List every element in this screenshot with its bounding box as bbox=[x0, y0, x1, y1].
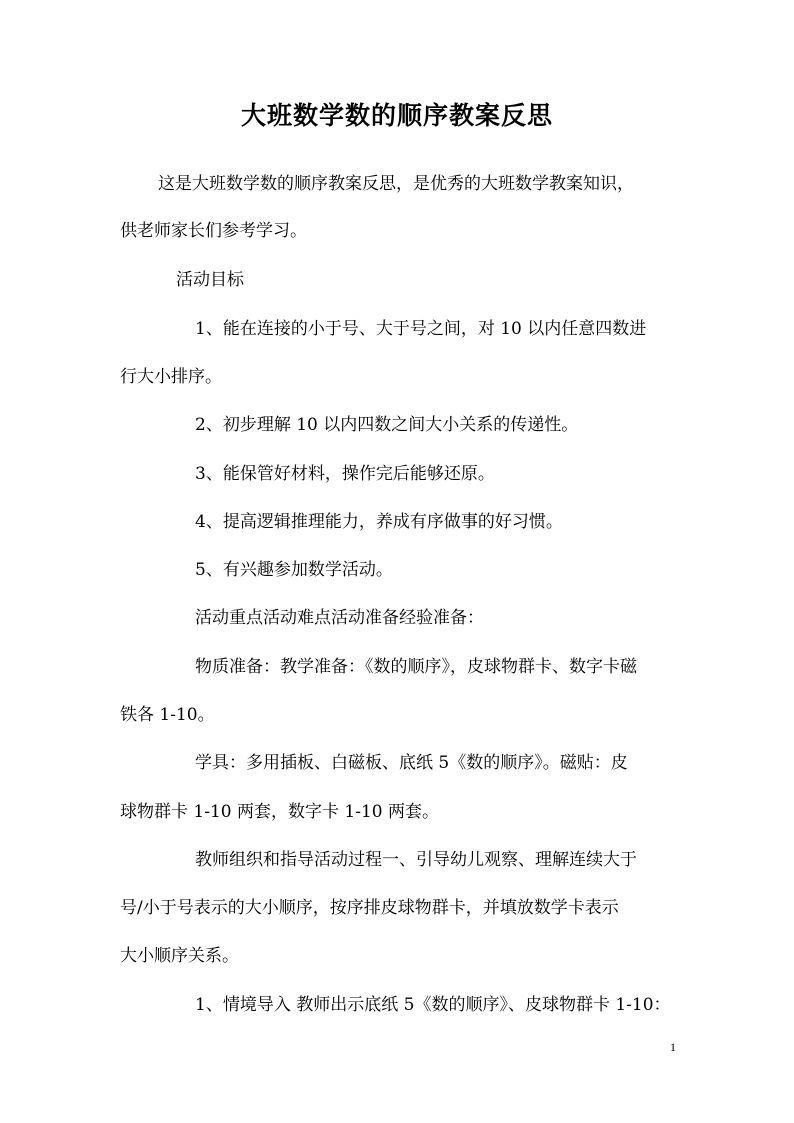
goal-5: 5、有兴趣参加数学活动。 bbox=[195, 560, 393, 580]
process-line-2: 号/小于号表示的大小顺序，按序排皮球物群卡，并填放数学卡表示 bbox=[120, 898, 619, 918]
document-title: 大班数学数的顺序教案反思 bbox=[240, 101, 553, 130]
page-number: 1 bbox=[670, 1040, 676, 1054]
goal-1-line-2: 行大小排序。 bbox=[120, 367, 222, 387]
material-prep-line-2: 铁各 1-10。 bbox=[120, 705, 215, 725]
section-heading-goals: 活动目标 bbox=[176, 270, 244, 290]
material-prep-line-1: 物质准备：教学准备：《数的顺序》，皮球物群卡、数字卡磁 bbox=[195, 657, 637, 677]
goal-1-line-1: 1、能在连接的小于号、大于号之间，对 10 以内任意四数进 bbox=[195, 319, 647, 339]
process-line-1: 教师组织和指导活动过程一、引导幼儿观察、理解连续大于 bbox=[195, 850, 637, 870]
process-line-3: 大小顺序关系。 bbox=[120, 946, 239, 966]
section-heading-preparation: 活动重点活动难点活动准备经验准备： bbox=[195, 608, 484, 628]
goal-4: 4、提高逻辑推理能力，养成有序做事的好习惯。 bbox=[195, 512, 563, 532]
goal-3: 3、能保管好材料，操作完后能够还原。 bbox=[195, 464, 495, 484]
goal-2: 2、初步理解 10 以内四数之间大小关系的传递性。 bbox=[195, 415, 579, 435]
intro-line-2: 供老师家长们参考学习。 bbox=[120, 221, 307, 241]
process-step-1: 1、情境导入 教师出示底纸 5《数的顺序》、皮球物群卡 1-10： bbox=[195, 995, 671, 1015]
intro-line-1: 这是大班数学数的顺序教案反思，是优秀的大班数学教案知识， bbox=[158, 174, 634, 194]
learning-tools-line-2: 球物群卡 1-10 两套，数字卡 1-10 两套。 bbox=[120, 802, 439, 822]
learning-tools-line-1: 学具：多用插板、白磁板、底纸 5《数的顺序》。磁贴：皮 bbox=[195, 753, 628, 773]
